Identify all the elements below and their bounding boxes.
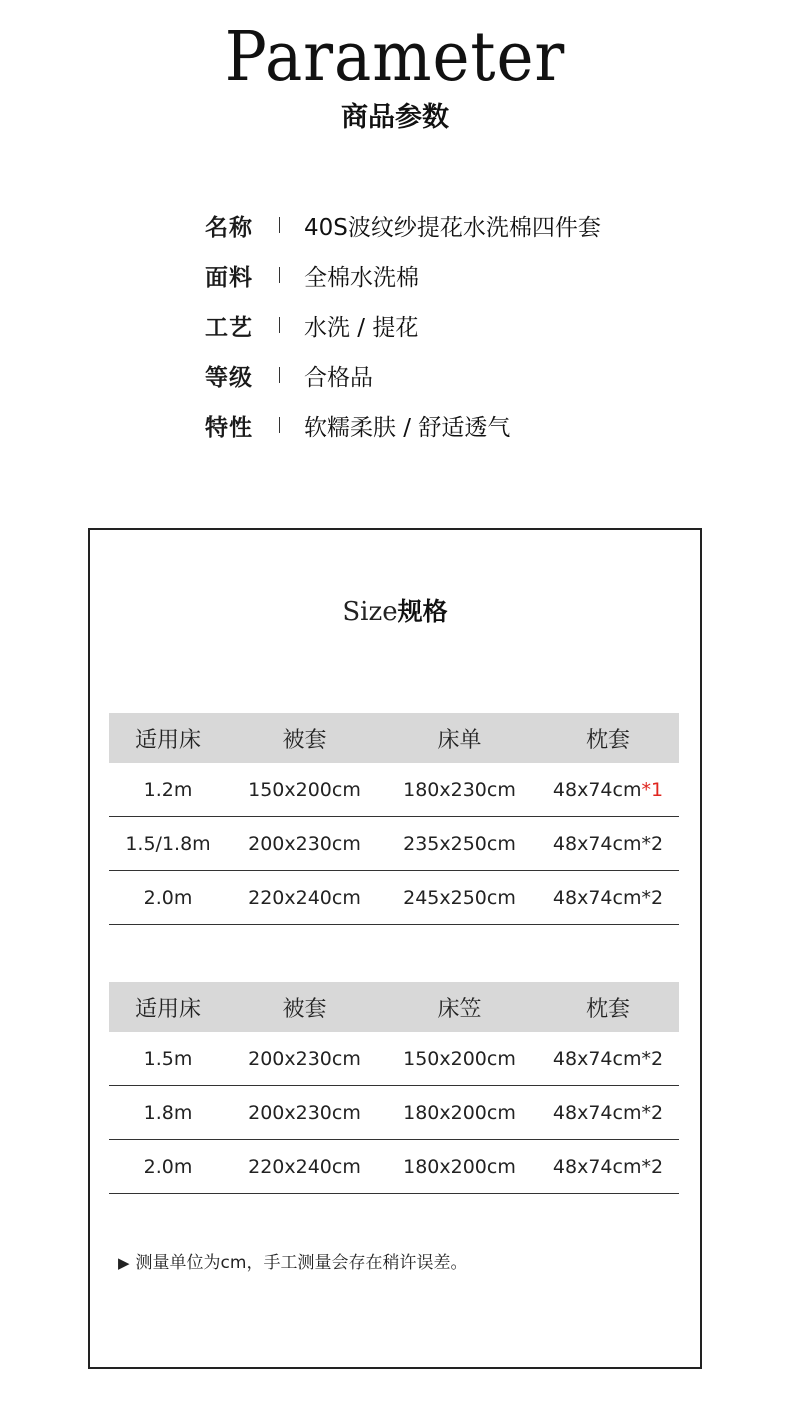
pillowcase-size: 48x74cm	[552, 1155, 642, 1178]
table-row	[109, 763, 679, 817]
parameter-list	[205, 200, 685, 450]
fitted-sheet-size-cell: 180x200cm	[382, 1086, 537, 1140]
table-row	[109, 817, 679, 871]
size-table-sheet	[109, 713, 679, 925]
param-row-name	[205, 200, 685, 250]
table-row	[109, 871, 679, 925]
size-heading	[90, 595, 700, 629]
param-value: 全棉水洗棉	[304, 264, 419, 291]
table-header-row	[109, 982, 679, 1032]
table-row	[109, 1140, 679, 1194]
param-row-craft	[205, 300, 685, 350]
duvet-size-cell: 200x230cm	[227, 1032, 382, 1086]
pillowcase-size: 48x74cm	[552, 1047, 642, 1070]
param-divider	[279, 217, 280, 233]
pillowcase-size-cell	[537, 1032, 679, 1086]
column-header: 枕套	[537, 982, 679, 1032]
bed-size-cell: 1.8m	[109, 1086, 227, 1140]
param-value: 40S波纹纱提花水洗棉四件套	[304, 214, 601, 241]
param-value: 水洗 / 提花	[304, 314, 419, 341]
size-table-fitted	[109, 982, 679, 1194]
column-header: 床单	[382, 713, 537, 763]
size-heading-cn: 规格	[397, 597, 448, 626]
param-row-fabric	[205, 250, 685, 300]
param-label: 等级	[205, 364, 253, 391]
table-row	[109, 1032, 679, 1086]
pillowcase-size-cell	[537, 1140, 679, 1194]
column-header: 适用床	[109, 713, 227, 763]
duvet-size-cell: 150x200cm	[227, 763, 382, 817]
pillowcase-qty: *2	[641, 1047, 664, 1070]
param-label: 面料	[205, 264, 253, 291]
triangle-right-icon: ▶	[118, 1254, 130, 1272]
pillowcase-size: 48x74cm	[552, 832, 642, 855]
pillowcase-size: 48x74cm	[552, 1101, 642, 1124]
param-divider	[279, 367, 280, 383]
size-panel	[88, 528, 702, 1369]
column-header: 适用床	[109, 982, 227, 1032]
param-label: 名称	[205, 214, 253, 241]
bed-size-cell: 1.2m	[109, 763, 227, 817]
param-value: 软糯柔肤 / 舒适透气	[304, 414, 511, 441]
fitted-sheet-size-cell: 180x200cm	[382, 1140, 537, 1194]
fitted-sheet-size-cell: 150x200cm	[382, 1032, 537, 1086]
sheet-size-cell: 180x230cm	[382, 763, 537, 817]
sheet-size-cell: 235x250cm	[382, 817, 537, 871]
column-header: 床笠	[382, 982, 537, 1032]
pillowcase-qty: *2	[641, 1155, 664, 1178]
param-value: 合格品	[304, 364, 373, 391]
param-row-grade	[205, 350, 685, 400]
measurement-note	[118, 1248, 467, 1273]
table-row	[109, 1086, 679, 1140]
param-divider	[279, 317, 280, 333]
pillowcase-qty: *2	[641, 832, 664, 855]
column-header: 被套	[227, 982, 382, 1032]
param-label: 特性	[205, 414, 253, 441]
column-header: 被套	[227, 713, 382, 763]
bed-size-cell: 2.0m	[109, 871, 227, 925]
bed-size-cell: 1.5/1.8m	[109, 817, 227, 871]
param-row-feature	[205, 400, 685, 450]
param-divider	[279, 417, 280, 433]
duvet-size-cell: 220x240cm	[227, 1140, 382, 1194]
duvet-size-cell: 200x230cm	[227, 1086, 382, 1140]
bed-size-cell: 2.0m	[109, 1140, 227, 1194]
column-header: 枕套	[537, 713, 679, 763]
duvet-size-cell: 200x230cm	[227, 817, 382, 871]
table-header-row	[109, 713, 679, 763]
param-label: 工艺	[205, 314, 253, 341]
size-heading-en: Size	[342, 597, 398, 627]
page-subtitle: 商品参数	[341, 102, 449, 133]
pillowcase-size-cell	[537, 1086, 679, 1140]
measurement-note-text: 测量单位为cm，手工测量会存在稍许误差。	[135, 1253, 468, 1273]
bed-size-cell: 1.5m	[109, 1032, 227, 1086]
pillowcase-size: 48x74cm	[552, 886, 642, 909]
pillowcase-size-cell	[537, 763, 679, 817]
pillowcase-size-cell	[537, 871, 679, 925]
duvet-size-cell: 220x240cm	[227, 871, 382, 925]
pillowcase-size: 48x74cm	[552, 778, 642, 801]
pillowcase-size-cell	[537, 817, 679, 871]
pillowcase-qty: *2	[641, 886, 664, 909]
page-title: Parameter	[224, 18, 566, 97]
pillowcase-qty: *1	[641, 778, 664, 801]
pillowcase-qty: *2	[641, 1101, 664, 1124]
sheet-size-cell: 245x250cm	[382, 871, 537, 925]
param-divider	[279, 267, 280, 283]
